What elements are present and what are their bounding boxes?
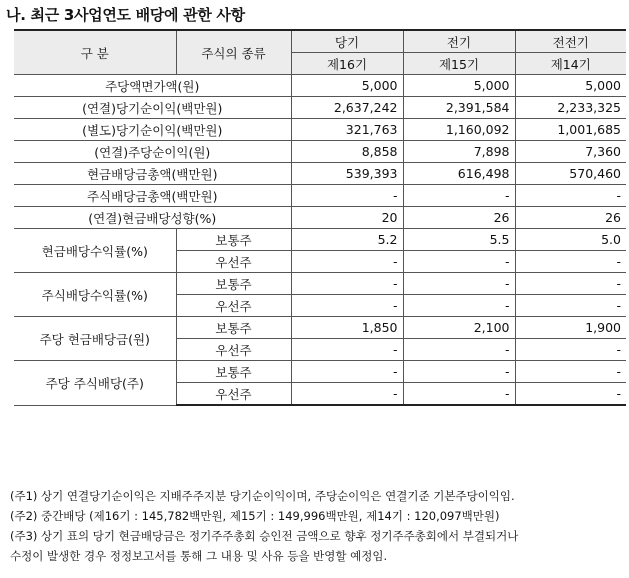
table-row [14, 361, 626, 383]
cell-value: - [291, 251, 403, 273]
table-row [14, 163, 626, 185]
cell-value: - [403, 251, 515, 273]
section-title: 나. 최근 3사업연도 배당에 관한 사항 [6, 6, 245, 24]
cell-value: - [515, 295, 626, 317]
cell-value: 7,360 [515, 141, 626, 163]
cell-value: 1,160,092 [403, 119, 515, 141]
row-label: 주당 현금배당금(원) [14, 317, 176, 361]
cell-value: - [515, 251, 626, 273]
footnote-3: (주3) 상기 표의 당기 현금배당금은 정기주주총회 승인전 금액으로 향후 정기주주총회에서 부결되거나 [10, 529, 519, 543]
header-period-previous: 전기 [403, 30, 515, 53]
table-row [14, 317, 626, 339]
stock-type-common: 보통주 [176, 317, 291, 339]
cell-value: 1,850 [291, 317, 403, 339]
stock-type-preferred: 우선주 [176, 295, 291, 317]
header-period-current: 당기 [291, 30, 403, 53]
stock-type-preferred: 우선주 [176, 339, 291, 361]
cell-value: 5,000 [403, 75, 515, 97]
cell-value: 26 [403, 207, 515, 229]
cell-value: 321,763 [291, 119, 403, 141]
cell-value: 2,100 [403, 317, 515, 339]
cell-value: - [291, 339, 403, 361]
cell-value: 1,001,685 [515, 119, 626, 141]
row-label: (연결)당기순이익(백만원) [14, 97, 291, 119]
cell-value: 5.2 [291, 229, 403, 251]
stock-type-common: 보통주 [176, 273, 291, 295]
table-row [14, 75, 626, 97]
cell-value: 2,233,325 [515, 97, 626, 119]
cell-value: - [403, 295, 515, 317]
stock-type-common: 보통주 [176, 229, 291, 251]
cell-value: - [291, 361, 403, 383]
cell-value: - [403, 185, 515, 207]
header-period-before-previous: 전전기 [515, 30, 626, 53]
cell-value: - [515, 185, 626, 207]
cell-value: - [515, 273, 626, 295]
row-label: 주식배당금총액(백만원) [14, 185, 291, 207]
cell-value: 5,000 [515, 75, 626, 97]
cell-value: - [515, 383, 626, 406]
header-category: 구 분 [14, 30, 176, 75]
table-row [14, 273, 626, 295]
header-term-16: 제16기 [291, 53, 403, 75]
row-label: (별도)당기순이익(백만원) [14, 119, 291, 141]
header-term-14: 제14기 [515, 53, 626, 75]
table-row [14, 141, 626, 163]
header-stock-type: 주식의 종류 [176, 30, 291, 75]
cell-value: 5.0 [515, 229, 626, 251]
row-label: 주당 주식배당(주) [14, 361, 176, 406]
cell-value: - [515, 339, 626, 361]
cell-value: - [291, 273, 403, 295]
cell-value: 539,393 [291, 163, 403, 185]
stock-type-preferred: 우선주 [176, 383, 291, 406]
table-row [14, 207, 626, 229]
footnotes [10, 486, 625, 566]
cell-value: 26 [515, 207, 626, 229]
cell-value: - [403, 383, 515, 406]
header-term-15: 제15기 [403, 53, 515, 75]
row-label: 현금배당금총액(백만원) [14, 163, 291, 185]
cell-value: - [403, 273, 515, 295]
stock-type-preferred: 우선주 [176, 251, 291, 273]
footnote-1: (주1) 상기 연결당기순이익은 지배주주지분 당기순이익이며, 주당순이익은 연결기준 기본주당이익임. [10, 489, 515, 503]
row-label: 주당액면가액(원) [14, 75, 291, 97]
table-row [14, 229, 626, 251]
cell-value: - [291, 295, 403, 317]
cell-value: - [403, 361, 515, 383]
dividend-table [14, 29, 626, 406]
row-label: (연결)현금배당성향(%) [14, 207, 291, 229]
cell-value: 20 [291, 207, 403, 229]
cell-value: 7,898 [403, 141, 515, 163]
footnote-2: (주2) 중간배당 (제16기 : 145,782백만원, 제15기 : 149,996백만원, 제14기 : 120,097백만원) [10, 509, 500, 523]
cell-value: - [403, 339, 515, 361]
row-label: 현금배당수익률(%) [14, 229, 176, 273]
cell-value: - [291, 185, 403, 207]
table-row [14, 185, 626, 207]
footnote-3-continued: 수정이 발생한 경우 정정보고서를 통해 그 내용 및 사유 등을 반영할 예정임. [10, 549, 388, 563]
cell-value: 8,858 [291, 141, 403, 163]
cell-value: 2,391,584 [403, 97, 515, 119]
cell-value: 2,637,242 [291, 97, 403, 119]
cell-value: 616,498 [403, 163, 515, 185]
cell-value: 570,460 [515, 163, 626, 185]
cell-value: 5.5 [403, 229, 515, 251]
cell-value: 1,900 [515, 317, 626, 339]
cell-value: 5,000 [291, 75, 403, 97]
cell-value: - [515, 361, 626, 383]
table-row [14, 119, 626, 141]
row-label: (연결)주당순이익(원) [14, 141, 291, 163]
cell-value: - [291, 383, 403, 406]
row-label: 주식배당수익률(%) [14, 273, 176, 317]
stock-type-common: 보통주 [176, 361, 291, 383]
table-row [14, 97, 626, 119]
